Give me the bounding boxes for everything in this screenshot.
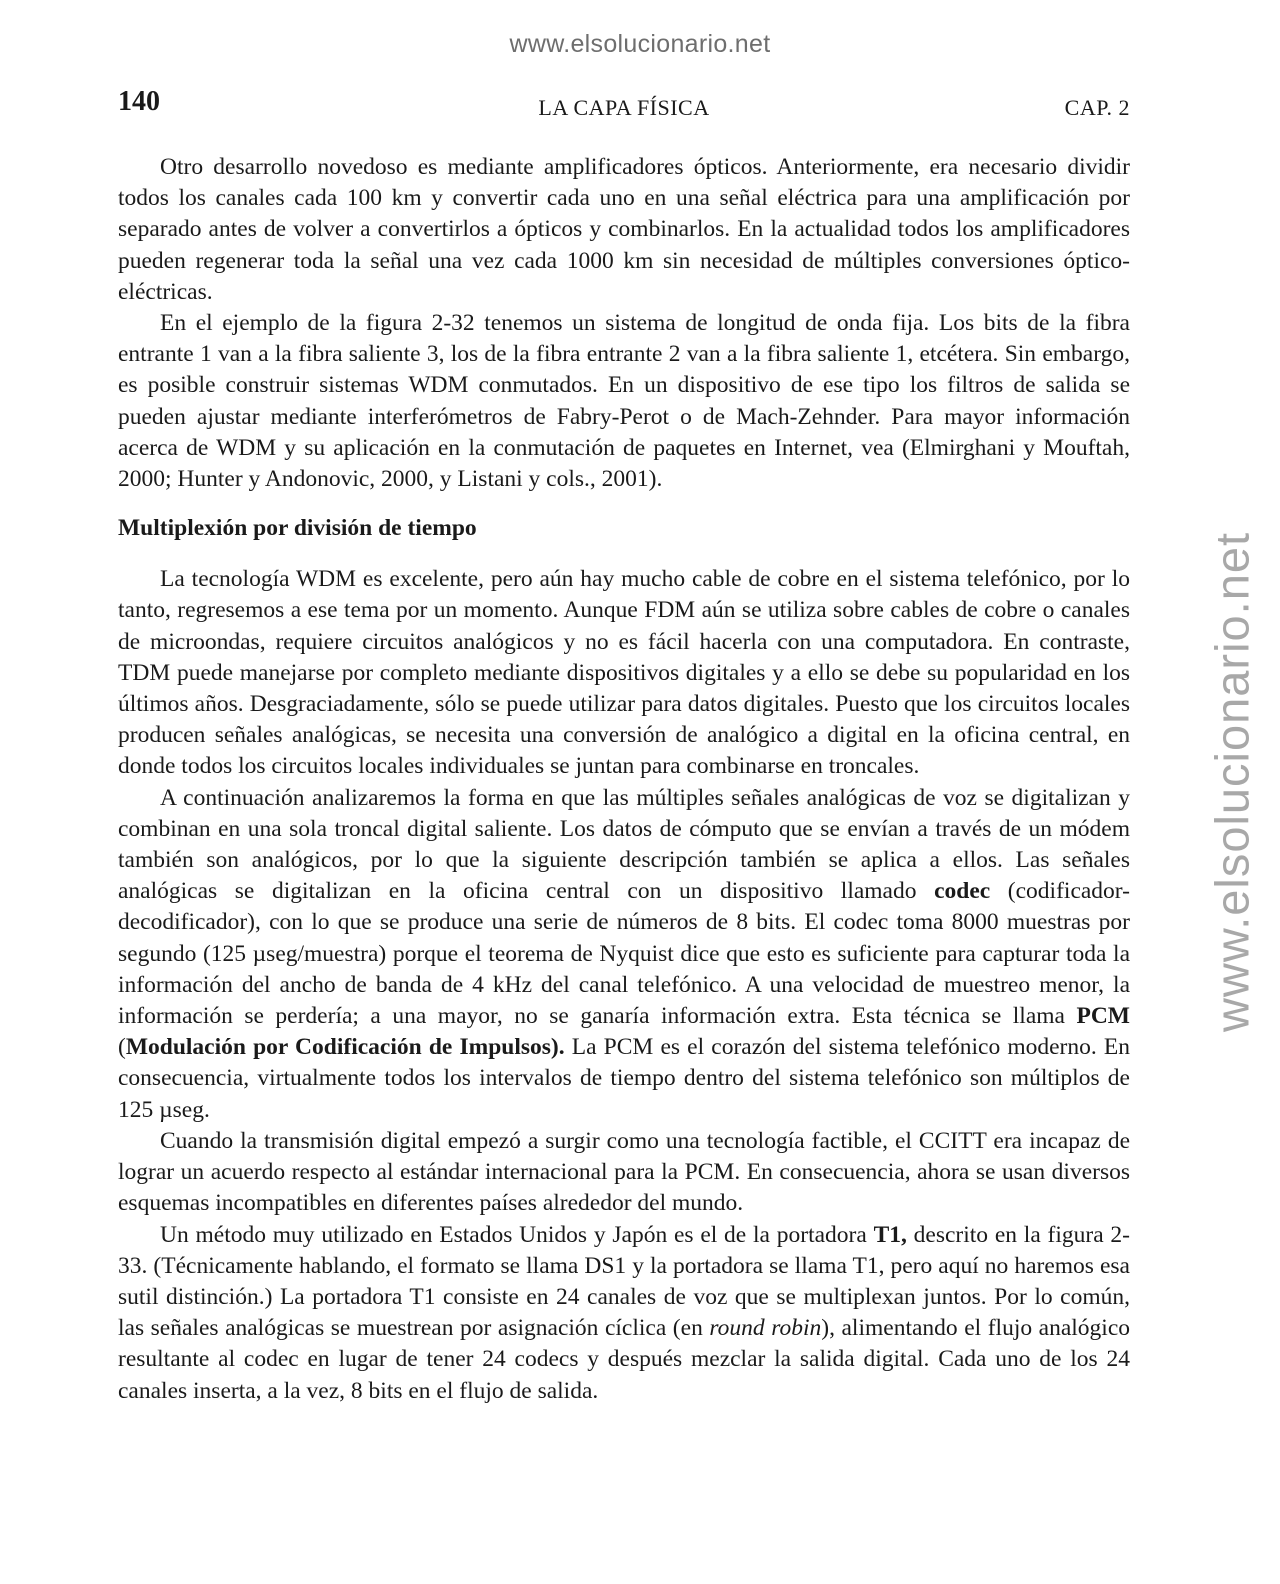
watermark-side: www.elsolucionario.net bbox=[1205, 531, 1259, 1033]
paragraph-t1-text-1: Un método muy utilizado en Estados Unidos y Japón es el de la portadora bbox=[160, 1221, 874, 1248]
chapter-ref: CAP. 2 bbox=[1064, 95, 1130, 120]
paragraph-ccitt: Cuando la transmisión digital empezó a surgir como una tecnología factible, el CCITT era incapaz de lograr un acuerdo respecto al estándar internacional para la PCM. En consecuencia, ahora se usan diversos esquemas incompatibles en diferentes países alrededor del mundo. bbox=[118, 1127, 1130, 1217]
paragraph-pcm-text-4: La PCM es el corazón del sistema telefónico moderno. En consecuencia, virtualmente todos los intervalos de tiempo dentro del sistema telefónico son múltiplos de 125 µseg. bbox=[118, 1034, 1130, 1123]
section-heading: Multiplexión por división de tiempo bbox=[118, 515, 477, 542]
term-pcm-full: Modulación por Codificación de Impulsos). bbox=[125, 1034, 565, 1061]
paragraph-pcm-text-2: (codificador-decodificador), con lo que se produce una serie de números de 8 bits. El codec toma 8000 muestras por segundo (125 µseg/muestra) porque el teorema de Nyquist dice que esto es suficiente para capturar toda la información del ancho de banda de 4 kHz del canal telefónico. A una velocidad de muestreo menor, la información se perdería; a una mayor, no se ganaría información extra. Esta técnica se llama bbox=[118, 878, 1130, 1030]
paragraph-pcm bbox=[118, 783, 1130, 1126]
term-pcm: PCM bbox=[1076, 1003, 1130, 1030]
page-body bbox=[118, 152, 1130, 1407]
term-round-robin: round robin bbox=[709, 1315, 822, 1342]
watermark-top: www.elsolucionario.net bbox=[509, 30, 771, 58]
paragraph-tdm-intro: La tecnología WDM es excelente, pero aún hay mucho cable de cobre en el sistema telefónico, por lo tanto, regresemos a ese tema por un momento. Aunque FDM aún se utiliza sobre cables de cobre o canales de microondas, requiere circuitos analógicos y no es fácil hacerla con una computadora. En contraste, TDM puede manejarse por completo mediante dispositivos digitales y a ello se debe su popularidad en los últimos años. Desgraciadamente, sólo se puede utilizar para datos digitales. Puesto que los circuitos locales producen señales analógicas, se necesita una conversión de analógico a digital en la oficina central, en donde todos los circuitos locales individuales se juntan para combinarse en troncales. bbox=[118, 566, 1130, 780]
paragraph-wdm-switched: En el ejemplo de la figura 2-32 tenemos un sistema de longitud de onda fija. Los bits de la fibra entrante 1 van a la fibra saliente 3, los de la fibra entrante 2 van a la fibra saliente 1, etcétera. Sin embargo, es posible construir sistemas WDM conmutados. En un dispositivo de ese tipo los filtros de salida se pueden ajustar mediante interferómetros de Fabry-Perot o de Mach-Zehnder. Para mayor información acerca de WDM y su aplicación en la conmutación de paquetes en Internet, vea (Elmirghani y Mouftah, 2000; Hunter y Andonovic, 2000, y Listani y cols., 2001). bbox=[118, 310, 1130, 493]
running-head bbox=[118, 86, 1130, 126]
paragraph-t1-text-3: ), alimentando el flujo analógico resultante al codec en lugar de tener 24 codecs y después mezclar la salida digital. Cada uno de los 24 canales inserta, a la vez, 8 bits en el flujo de salida. bbox=[118, 1315, 1130, 1404]
term-codec: codec bbox=[934, 878, 991, 905]
term-t1: T1, bbox=[873, 1221, 907, 1248]
page-number: 140 bbox=[118, 86, 160, 117]
paragraph-pcm-text-1: A continuación analizaremos la forma en que las múltiples señales analógicas de voz se digitalizan y combinan en una sola troncal digital saliente. Los datos de cómputo que se envían a través de un módem también son analógicos, por lo que la siguiente descripción también se aplica a ellos. Las señales analógicas se digitalizan en la oficina central con un dispositivo llamado bbox=[118, 784, 1130, 905]
paragraph-optical-amplifiers: Otro desarrollo novedoso es mediante amplificadores ópticos. Anteriormente, era necesario dividir todos los canales cada 100 km y convertir cada uno en una señal eléctrica para una amplificación por separado antes de volver a convertirlos a ópticos y combinarlos. En la actualidad todos los amplificadores pueden regenerar toda la señal una vez cada 1000 km sin necesidad de múltiples conversiones óptico-eléctricas. bbox=[118, 154, 1130, 305]
paragraph-pcm-text-3: ( bbox=[118, 1034, 126, 1061]
chapter-title: LA CAPA FÍSICA bbox=[538, 95, 710, 120]
paragraph-t1-text-2: descrito en la figura 2-33. (Técnicamente hablando, el formato se llama DS1 y la portadora se llama T1, pero aquí no haremos esa sutil distinción.) La portadora T1 consiste en 24 canales de voz que se multiplexan juntos. Por lo común, las señales analógicas se muestrean por asignación cíclica (en bbox=[118, 1221, 1130, 1342]
paragraph-t1-carrier bbox=[118, 1220, 1130, 1407]
